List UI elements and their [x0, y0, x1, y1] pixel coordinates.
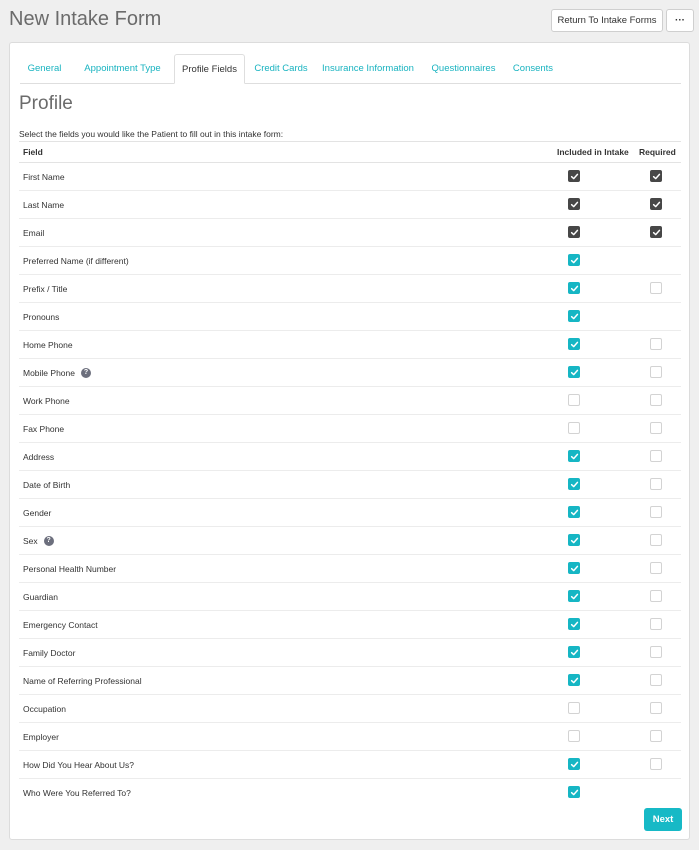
- table-row: [19, 639, 681, 667]
- field-label: [23, 303, 59, 330]
- field-name: Guardian: [23, 591, 58, 602]
- field-label: [23, 163, 65, 190]
- included-in-intake-checkbox[interactable]: [568, 758, 580, 770]
- required-checkbox[interactable]: [650, 758, 662, 770]
- profile-fields-table: [19, 163, 681, 807]
- field-name: Emergency Contact: [23, 619, 98, 630]
- table-row: [19, 247, 681, 275]
- table-row: [19, 219, 681, 247]
- required-checkbox[interactable]: [650, 674, 662, 686]
- column-header-field: Field: [23, 147, 43, 157]
- table-row: [19, 667, 681, 695]
- field-label: [23, 499, 51, 526]
- field-label: [23, 331, 73, 358]
- required-checkbox[interactable]: [650, 450, 662, 462]
- field-label: [23, 583, 58, 610]
- table-row: [19, 191, 681, 219]
- more-options-button[interactable]: ···: [666, 9, 694, 32]
- tab-credit-cards[interactable]: Credit Cards: [254, 63, 308, 74]
- included-in-intake-checkbox[interactable]: [568, 282, 580, 294]
- field-name: Prefix / Title: [23, 283, 68, 294]
- table-row: [19, 443, 681, 471]
- required-checkbox[interactable]: [650, 394, 662, 406]
- tab-bar: [20, 54, 681, 84]
- included-in-intake-checkbox: [568, 170, 580, 182]
- table-row: [19, 527, 681, 555]
- included-in-intake-checkbox[interactable]: [568, 562, 580, 574]
- table-row: [19, 695, 681, 723]
- included-in-intake-checkbox[interactable]: [568, 366, 580, 378]
- included-in-intake-checkbox: [568, 226, 580, 238]
- table-row: [19, 359, 681, 387]
- required-checkbox[interactable]: [650, 478, 662, 490]
- field-name: Gender: [23, 507, 52, 518]
- field-label: [23, 667, 142, 694]
- table-row: [19, 779, 681, 807]
- included-in-intake-checkbox[interactable]: [568, 338, 580, 350]
- table-row: [19, 555, 681, 583]
- field-name: Email: [23, 227, 45, 238]
- table-row: [19, 331, 681, 359]
- included-in-intake-checkbox[interactable]: [568, 310, 580, 322]
- field-label: [23, 415, 64, 442]
- field-name: Preferred Name (if different): [23, 255, 129, 266]
- included-in-intake-checkbox[interactable]: [568, 534, 580, 546]
- required-checkbox[interactable]: [650, 646, 662, 658]
- field-name: Sex: [23, 535, 38, 546]
- field-label: [23, 779, 131, 806]
- section-title: Profile: [19, 93, 73, 114]
- table-row: [19, 387, 681, 415]
- field-label: [23, 639, 75, 666]
- field-name: Work Phone: [23, 395, 70, 406]
- table-header: [19, 141, 681, 163]
- column-header-required: Required: [639, 147, 676, 157]
- field-label: [23, 275, 67, 302]
- field-name: Name of Referring Professional: [23, 675, 142, 686]
- next-button[interactable]: Next: [644, 808, 682, 831]
- field-name: How Did You Hear About Us?: [23, 759, 135, 770]
- included-in-intake-checkbox[interactable]: [568, 590, 580, 602]
- included-in-intake-checkbox[interactable]: [568, 618, 580, 630]
- field-label: [23, 527, 54, 554]
- field-name: Home Phone: [23, 339, 73, 350]
- field-label: [23, 387, 70, 414]
- field-label: [23, 443, 54, 470]
- required-checkbox[interactable]: [650, 422, 662, 434]
- section-intro: Select the fields you would like the Patient to fill out in this intake form:: [19, 129, 284, 139]
- table-row: [19, 303, 681, 331]
- field-label: [23, 219, 44, 246]
- tab-questionnaires[interactable]: Questionnaires: [431, 63, 496, 74]
- table-row: [19, 751, 681, 779]
- table-row: [19, 723, 681, 751]
- help-icon[interactable]: ?: [81, 368, 91, 378]
- included-in-intake-checkbox[interactable]: [568, 394, 580, 406]
- required-checkbox: [650, 226, 662, 238]
- field-name: Address: [23, 451, 55, 462]
- required-checkbox[interactable]: [650, 590, 662, 602]
- page-title: New Intake Form: [9, 8, 162, 30]
- field-name: Occupation: [23, 703, 66, 714]
- required-checkbox[interactable]: [650, 366, 662, 378]
- field-name: Personal Health Number: [23, 563, 117, 574]
- field-name: First Name: [23, 171, 65, 182]
- table-row: [19, 163, 681, 191]
- table-row: [19, 499, 681, 527]
- field-label: [23, 359, 91, 386]
- table-row: [19, 583, 681, 611]
- table-row: [19, 275, 681, 303]
- required-checkbox: [650, 198, 662, 210]
- included-in-intake-checkbox[interactable]: [568, 478, 580, 490]
- included-in-intake-checkbox: [568, 198, 580, 210]
- required-checkbox: [650, 170, 662, 182]
- required-checkbox[interactable]: [650, 534, 662, 546]
- included-in-intake-checkbox[interactable]: [568, 422, 580, 434]
- field-label: [23, 247, 129, 274]
- tab-appointment-type[interactable]: Appointment Type: [84, 63, 161, 74]
- tab-general[interactable]: General: [27, 63, 62, 74]
- included-in-intake-checkbox[interactable]: [568, 730, 580, 742]
- field-label: [23, 555, 116, 582]
- required-checkbox[interactable]: [650, 506, 662, 518]
- field-label: [23, 191, 64, 218]
- field-label: [23, 611, 98, 638]
- required-checkbox[interactable]: [650, 338, 662, 350]
- included-in-intake-checkbox[interactable]: [568, 506, 580, 518]
- required-checkbox[interactable]: [650, 702, 662, 714]
- table-row: [19, 471, 681, 499]
- included-in-intake-checkbox[interactable]: [568, 702, 580, 714]
- field-label: [23, 471, 70, 498]
- field-name: Last Name: [23, 199, 65, 210]
- field-name: Mobile Phone: [23, 367, 75, 378]
- tab-profile-fields[interactable]: Profile Fields: [174, 54, 245, 84]
- field-name: Employer: [23, 731, 59, 742]
- field-label: [23, 723, 59, 750]
- included-in-intake-checkbox[interactable]: [568, 646, 580, 658]
- intake-form-card: [9, 42, 690, 840]
- table-row: [19, 611, 681, 639]
- column-header-included: Included in Intake: [557, 147, 629, 157]
- field-name: Pronouns: [23, 311, 60, 322]
- field-name: Family Doctor: [23, 647, 76, 658]
- included-in-intake-checkbox[interactable]: [568, 786, 580, 798]
- required-checkbox[interactable]: [650, 282, 662, 294]
- required-checkbox[interactable]: [650, 618, 662, 630]
- tab-consents[interactable]: Consents: [512, 63, 554, 74]
- return-to-intake-forms-button[interactable]: Return To Intake Forms: [551, 9, 663, 32]
- field-name: Fax Phone: [23, 423, 65, 434]
- field-name: Who Were You Referred To?: [23, 787, 131, 798]
- field-name: Date of Birth: [23, 479, 71, 490]
- tab-insurance-information[interactable]: Insurance Information: [322, 63, 414, 74]
- included-in-intake-checkbox[interactable]: [568, 254, 580, 266]
- field-label: [23, 695, 66, 722]
- table-row: [19, 415, 681, 443]
- required-checkbox[interactable]: [650, 562, 662, 574]
- required-checkbox[interactable]: [650, 730, 662, 742]
- included-in-intake-checkbox[interactable]: [568, 674, 580, 686]
- included-in-intake-checkbox[interactable]: [568, 450, 580, 462]
- help-icon[interactable]: ?: [44, 536, 54, 546]
- field-label: [23, 751, 134, 778]
